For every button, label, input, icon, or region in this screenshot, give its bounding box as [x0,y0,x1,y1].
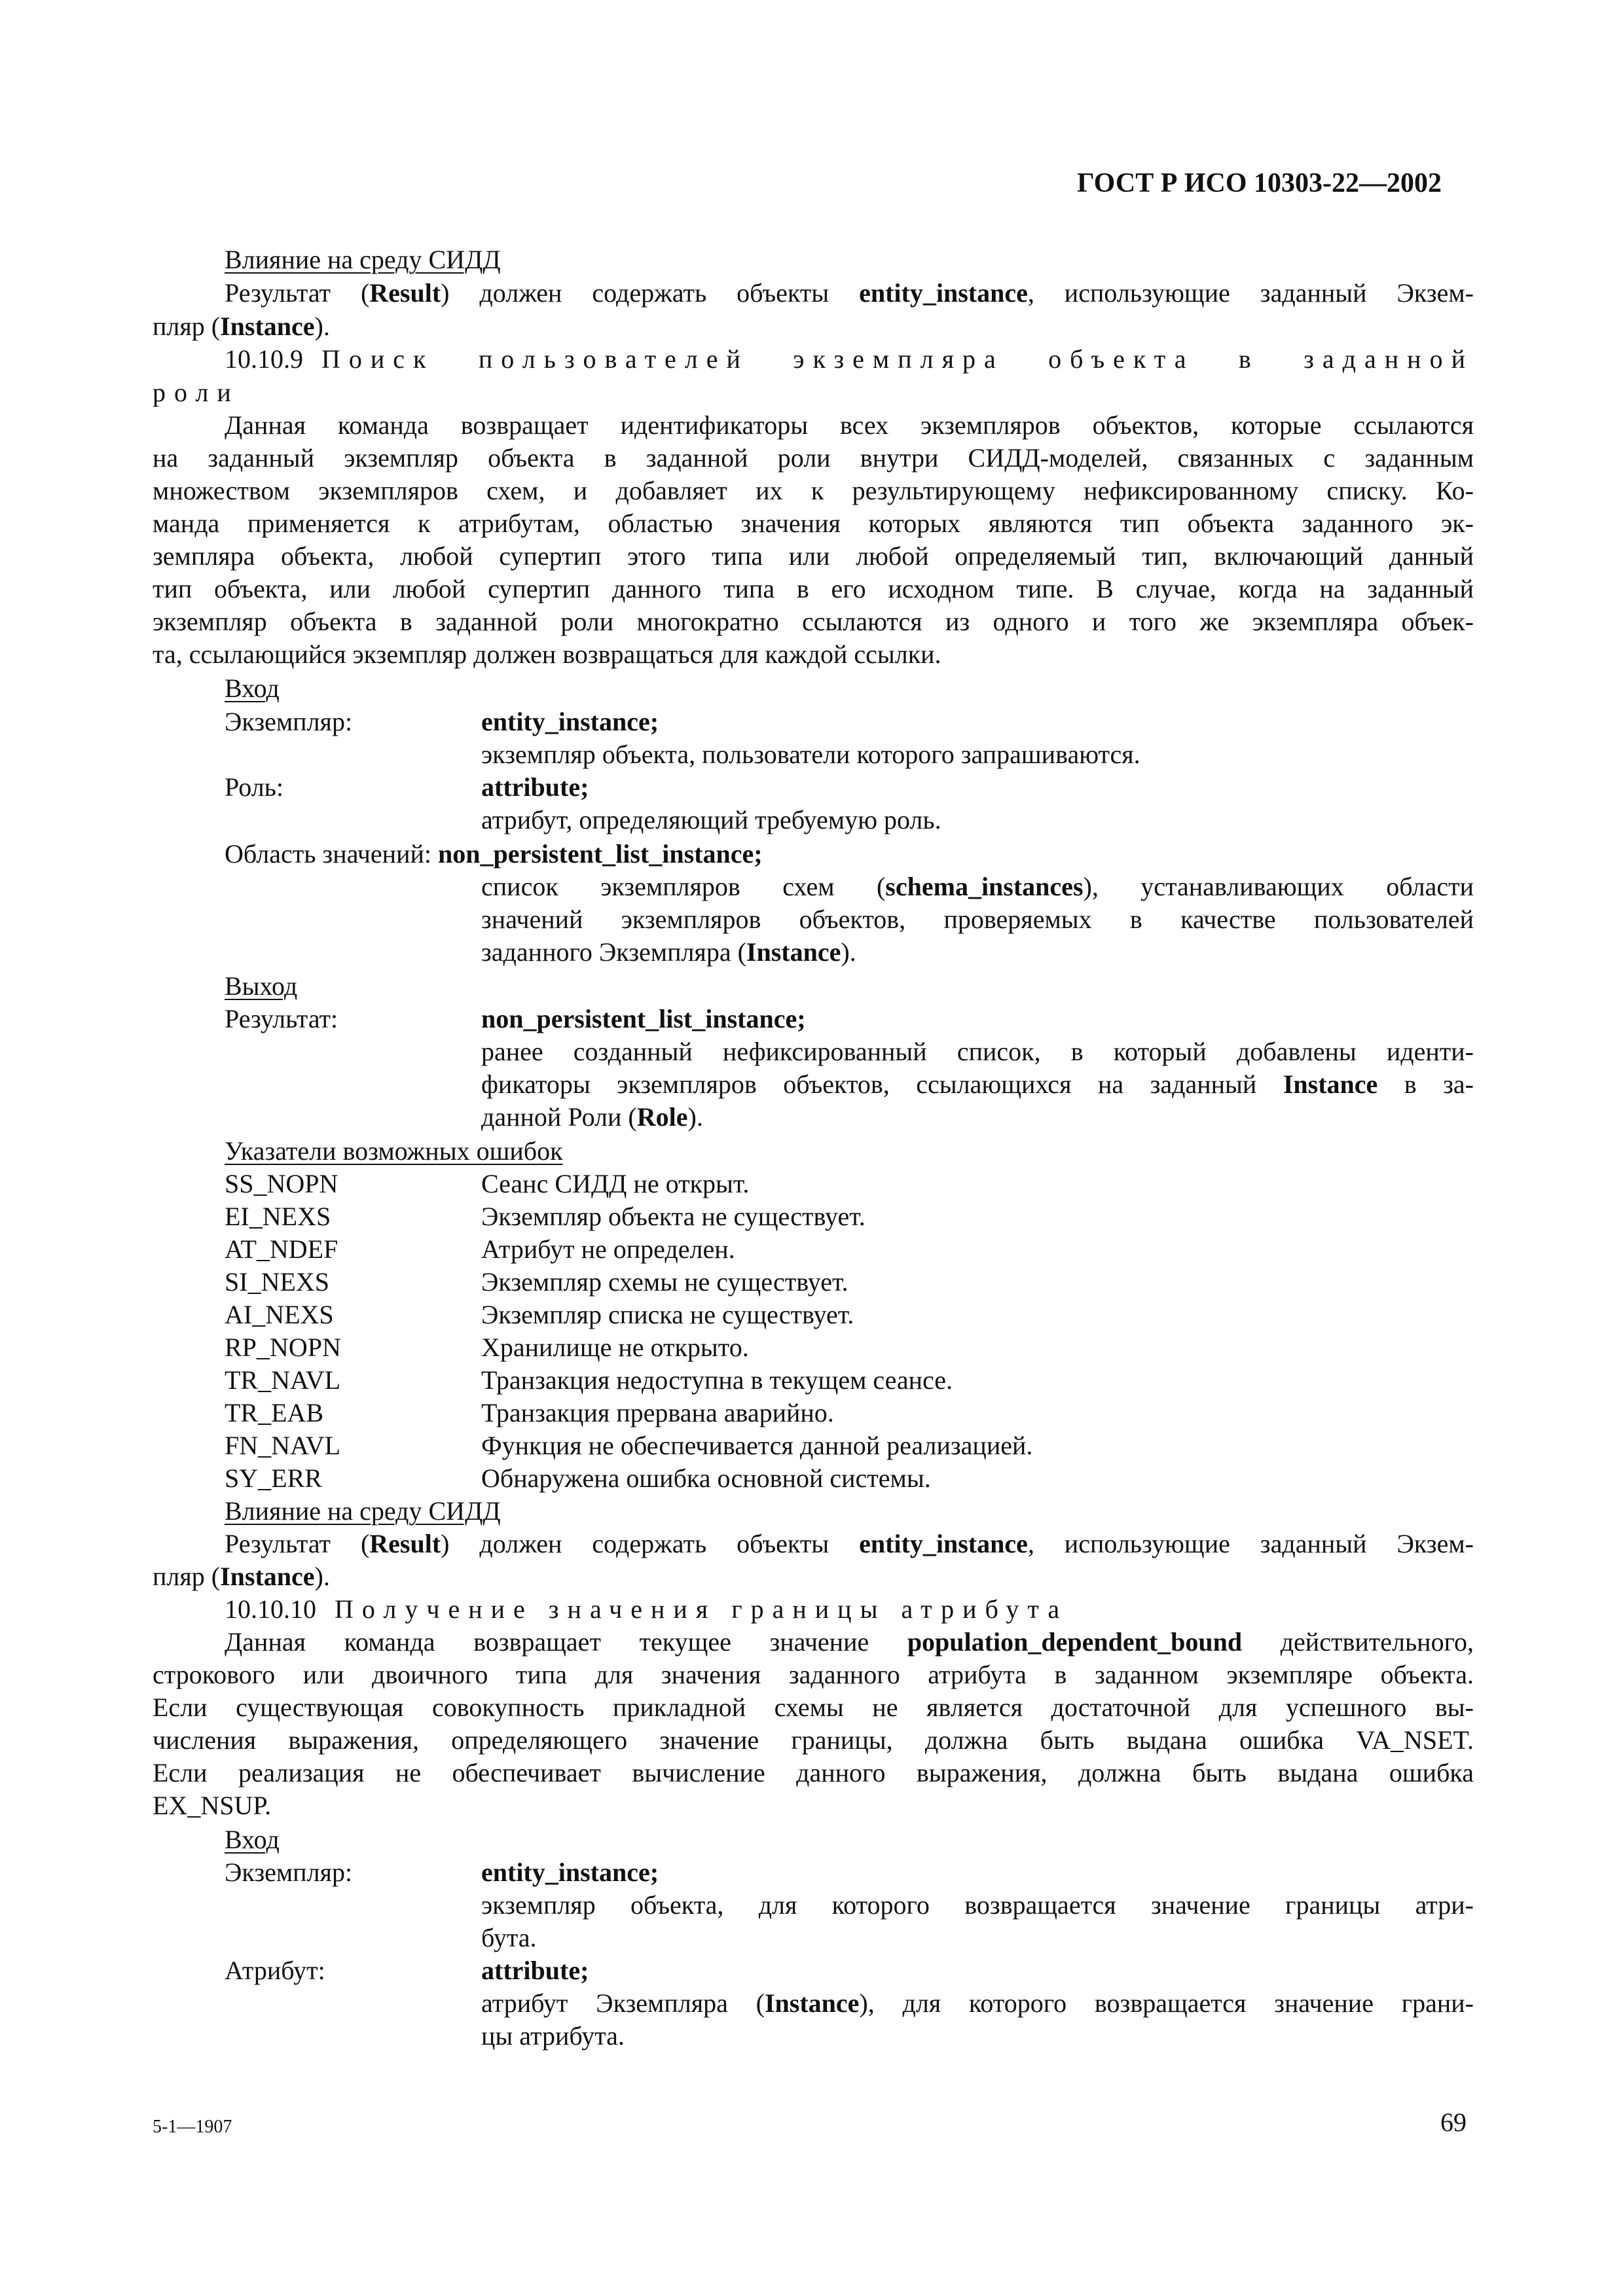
result-desc-2: фикаторы экземпляров объектов, ссылающихся на заданный Instance в за- [481,1069,1474,1099]
error-desc: Атрибут не определен. [481,1234,735,1264]
input-heading: Вход [225,673,280,703]
result-desc-3: данной Роли (Role). [481,1102,703,1132]
error-desc: Функция не обеспечивается данной реализацией. [481,1431,1033,1460]
scope-desc-3: заданного Экземпляра (Instance). [481,937,856,967]
effect-line-1: Результат (Result) должен содержать объекты entity_instance, использующие заданный Экзем- [225,278,1474,308]
error-desc: Экземпляр схемы не существует. [481,1267,848,1297]
error-code: AT_NDEF [225,1234,338,1264]
para-line: множеством экземпляров схем, и добавляет их к результирующему нефиксированному списку. Ко- [153,476,1474,505]
error-desc: Обнаружена ошибка основной системы. [481,1463,931,1493]
role-label: Роль: [225,772,284,802]
para-line: манда применяется к атрибутам, областью значения которых являются тип объекта заданного эк- [153,509,1474,538]
para-line: на заданный экземпляр объекта в заданной роли внутри СИДД-моделей, связанных с заданным [153,443,1474,473]
para-line: та, ссылающийся экземпляр должен возвращаться для каждой ссылки. [153,639,941,669]
attribute-label: Атрибут: [225,1956,325,1985]
effect-line-2: пляр (Instance). [153,312,330,341]
error-desc: Транзакция недоступна в текущем сеансе. [481,1365,953,1395]
error-code: AI_NEXS [225,1300,334,1329]
instance-label: Экземпляр: [225,1857,353,1887]
error-code: FN_NAVL [225,1431,341,1460]
para-line: Если реализация не обеспечивает вычисление данного выражения, должна быть выдана ошибка [153,1758,1474,1787]
para-line: строкового или двоичного типа для значения заданного атрибута в заданном экземпляре объекта. [153,1660,1474,1689]
error-code: TR_EAB [225,1398,324,1427]
role-desc: атрибут, определяющий требуемую роль. [481,805,941,834]
para-line: числения выражения, определяющего значение границы, должна быть выдана ошибка VA_NSET. [153,1725,1474,1755]
input-heading: Вход [225,1825,280,1854]
instance-type: entity_instance; [481,1857,659,1887]
page-header-doc-id: ГОСТ Р ИСО 10303-22—2002 [1077,168,1442,198]
attribute-desc-1: атрибут Экземпляра (Instance), для которого возвращается значение грани- [481,1988,1474,2018]
result-desc-1: ранее созданный нефиксированный список, в который добавлены иденти- [481,1037,1474,1066]
error-desc: Транзакция прервана аварийно. [481,1398,834,1427]
section-10-10-9-title: 10.10.9 Поиск пользователей экземпляра объекта в заданной [225,344,1474,374]
section-10-10-9-title-cont: роли [153,378,240,407]
role-type: attribute; [481,772,589,802]
error-desc: Экземпляр объекта не существует. [481,1202,866,1231]
para-line: Если существующая совокупность прикладной схемы не является достаточной для успешного вы- [153,1693,1474,1722]
para-line: тип объекта, или любой супертип данного типа в его исходном типе. В случае, когда на заданный [153,574,1474,603]
instance-label: Экземпляр: [225,707,353,736]
error-code: SY_ERR [225,1463,322,1493]
error-code: TR_NAVL [225,1365,341,1395]
section-10-10-10-title: 10.10.10 Получение значения границы атрибута [225,1594,1068,1624]
result-type: non_persistent_list_instance; [481,1004,806,1033]
para-line: земпляра объекта, любой супертип этого типа или любой определяемый тип, включающий данный [153,541,1474,571]
scope-row: Область значений: non_persistent_list_instance; [225,839,763,869]
instance-desc-2: бута. [481,1923,537,1952]
error-desc: Экземпляр списка не существует. [481,1300,854,1329]
effect-heading: Влияние на среду СИДД [225,1496,501,1526]
para-line: экземпляр объекта в заданной роли многократно ссылаются из одного и того же экземпляра объек- [153,607,1474,636]
attribute-type: attribute; [481,1956,589,1985]
error-desc: Хранилище не открыто. [481,1333,749,1362]
error-code: EI_NEXS [225,1202,331,1231]
result-label: Результат: [225,1004,338,1033]
scope-desc-2: значений экземпляров объектов, проверяемых в качестве пользователей [481,905,1474,934]
output-heading: Выход [225,971,298,1001]
instance-desc-1: экземпляр объекта, для которого возвращается значение границы атри- [481,1890,1474,1920]
effect-line-2: пляр (Instance). [153,1562,330,1591]
error-code: SS_NOPN [225,1169,338,1198]
instance-desc: экземпляр объекта, пользователи которого запрашиваются. [481,740,1140,769]
footer-code: 5-1—1907 [153,2117,232,2137]
para-line: EX_NSUP. [153,1791,272,1820]
effect-heading: Влияние на среду СИДД [225,245,501,274]
page-number: 69 [1440,2108,1467,2137]
error-code: RP_NOPN [225,1333,341,1362]
para-line: Данная команда возвращает текущее значение population_dependent_bound действительного, [225,1627,1474,1657]
scope-desc-1: список экземпляров схем (schema_instances), устанавливающих области [481,872,1474,901]
error-desc: Сеанс СИДД не открыт. [481,1169,750,1198]
errors-heading: Указатели возможных ошибок [225,1136,563,1166]
effect-line-1: Результат (Result) должен содержать объекты entity_instance, использующие заданный Экзем- [225,1529,1474,1558]
error-code: SI_NEXS [225,1267,330,1297]
attribute-desc-2: цы атрибута. [481,2021,625,2051]
instance-type: entity_instance; [481,707,659,736]
para-line: Данная команда возвращает идентификаторы всех экземпляров объектов, которые ссылаются [225,410,1474,440]
